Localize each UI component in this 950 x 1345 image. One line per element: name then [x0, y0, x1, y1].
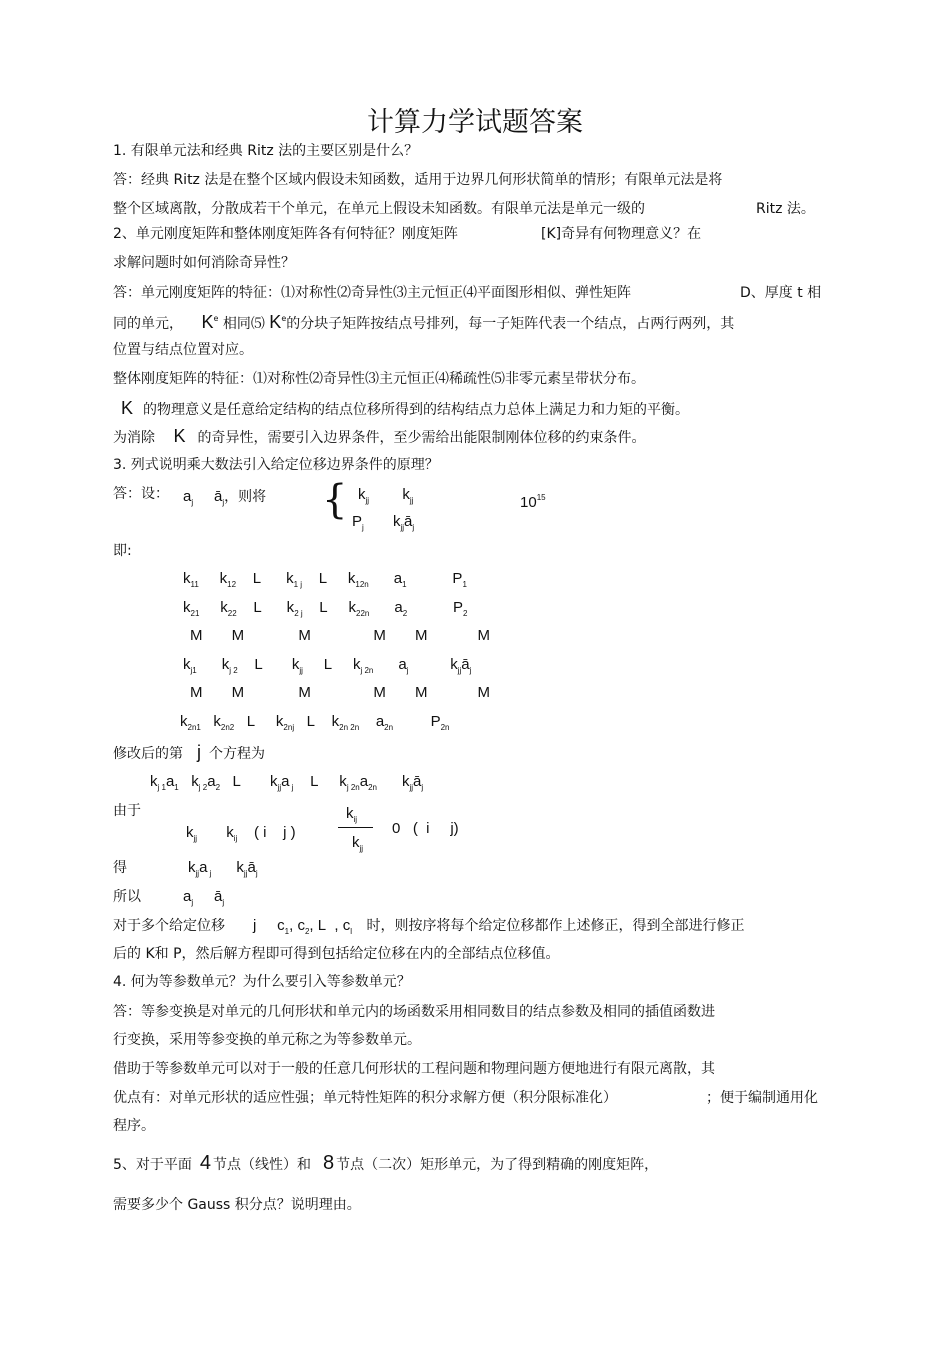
- question-3: 3. 列式说明乘大数法引入给定位移边界条件的原理？: [113, 457, 439, 473]
- answer-2-line-2: [113, 312, 734, 336]
- answer-2-text-6b: 的奇异性，需要引入边界条件，至少需给出能限制刚体位移的约束条件。: [197, 430, 646, 446]
- modified-equation: $k_{j 1}a_1$ $k_{j 2}a_2$ L $k_{jj}a$ $_j$ L $k_{j 2n}a_{2n}$ $k_{jj}ā_j$: [150, 773, 424, 792]
- answer-2-text-b: 相同⑸: [222, 316, 265, 332]
- therefore-equation: $a_j$ $ā_j$: [183, 888, 225, 907]
- ie-label: 即:: [113, 543, 132, 559]
- question-5-line-1: 5、对于平面 4 节点（线性）和 8 节点（二次）矩形单元，为了得到精确的刚度矩阵，: [113, 1152, 659, 1174]
- answer-2-line-1-tail: D、厚度 t 相: [740, 285, 822, 301]
- modified-label: 修改后的第 j 个方程为: [113, 742, 265, 762]
- get-label: 得: [113, 860, 127, 876]
- since-equation-left: $k_{jj}$ $k_{ij}$ ( i j ): [186, 824, 296, 843]
- answer-2-line-5: [113, 398, 689, 420]
- system-line-1: $k_{jj}$ $k_{jj}$: [358, 486, 414, 505]
- question-2-line-1-tail: [K]奇异有何物理意义？在: [541, 226, 702, 242]
- matrix-row-m2: M M M M M M: [190, 684, 491, 701]
- therefore-label: 所以: [113, 889, 141, 905]
- let-equation: $a_j$ $ā_j$，则将: [183, 488, 267, 507]
- question-2-line-1: 2、单元刚度矩阵和整体刚度矩阵各有何特征？刚度矩阵: [113, 226, 458, 242]
- big-number: $10^{15}$: [520, 493, 546, 511]
- multi-line: 对于多个给定位移 j $c_1$, $c_2$, L , $c_l$ 时，则按序将每个给定位移都作上述修正，得到全部进行修正: [113, 917, 745, 936]
- e-superscript: e: [213, 314, 219, 323]
- answer-4-line-4-tail: ；便于编制通用化: [706, 1090, 818, 1106]
- fraction-bar: [338, 827, 373, 828]
- answer-2-text-c: 的分块子矩阵按结点号排列，每一子矩阵代表一个结点，占两行两列，其: [286, 316, 735, 332]
- since-label: 由于: [113, 803, 141, 819]
- question-1: 1. 有限单元法和经典 Ritz 法的主要区别是什么？: [113, 143, 419, 159]
- e-superscript-2: e: [281, 314, 287, 323]
- answer-2-line-3: 位置与结点位置对应。: [113, 342, 253, 358]
- question-2-line-2: 求解问题时如何消除奇异性？: [113, 255, 295, 271]
- page-title: 计算力学试题答案: [367, 107, 583, 138]
- answer-4-line-4: 优点有：对单元形状的适应性强；单元特性矩阵的积分求解方便（积分限标准化）: [113, 1090, 617, 1106]
- answer-4-line-3: 借助于等参数单元可以对于一般的任意几何形状的工程问题和物理问题方便地进行有限元离散，其: [113, 1061, 715, 1077]
- k-symbol-4: K: [173, 426, 186, 446]
- k-symbol-3: K: [121, 398, 134, 418]
- fraction-numerator: $k_{ij}$: [346, 805, 358, 824]
- answer-4-line-5: 程序。: [113, 1118, 155, 1134]
- answer-2-text-6a: 为消除: [113, 430, 155, 446]
- answer-4-line-1: 答：等参变换是对单元的几何形状和单元内的场函数采用相同数目的结点参数及相同的插值函数进: [113, 1004, 715, 1020]
- question-4: 4. 何为等参数单元？为什么要引入等参数单元？: [113, 974, 411, 990]
- answer-1-line-2-tail: Ritz 法。: [756, 201, 815, 217]
- matrix-row-2: $k_{21}$ $k_{22}$ L $k_{2 j}$ L $k_{22n}$ $a_2$ $P_2$: [183, 599, 468, 618]
- matrix-row-j: $k_{j1}$ $k_{j 2}$ L $k_{jj}$ L $k_{j 2n}$ $a_j$ $k_{jj}ā_j$: [183, 656, 472, 675]
- answer-3-let: 答：设：: [113, 486, 169, 502]
- after-line: 后的 K和 P，然后解方程即可得到包括给定位移在内的全部结点位移值。: [113, 946, 560, 962]
- k-symbol-2: K: [269, 312, 282, 332]
- answer-2-text: 同的单元，: [113, 316, 183, 332]
- fraction-denominator: $k_{jj}$: [352, 834, 364, 853]
- answer-2-line-6: [113, 426, 645, 448]
- system-line-2: $P_j$ $k_{jj}ā_j$: [352, 513, 415, 532]
- answer-1-line-2: 整个区域离散，分散成若干个单元，在单元上假设未知函数。有限单元法是单元一级的: [113, 201, 645, 217]
- get-equation: $k_{jj}a$ $_j$ $k_{jj}ā_j$: [188, 859, 258, 878]
- answer-4-line-2: 行变换，采用等参变换的单元称之为等参数单元。: [113, 1032, 421, 1048]
- matrix-row-1: $k_{11}$ $k_{12}$ L $k_{1 j}$ L $k_{12n}$ $a_1$ $P_1$: [183, 570, 467, 589]
- matrix-row-2n: $k_{2n1}$ $k_{2n2}$ L $k_{2nj}$ L $k_{2n 2n}$ $a_{2n}$ $P_{2n}$: [180, 713, 450, 732]
- answer-1-line-1: 答：经典 Ritz 法是在整个区域内假设未知函数，适用于边界几何形状简单的情形；有限单元法是将: [113, 172, 723, 188]
- since-equation-right: 0 ( i j): [392, 820, 459, 837]
- matrix-row-m1: M M M M M M: [190, 627, 491, 644]
- answer-2-line-4: 整体刚度矩阵的特征：⑴对称性⑵奇异性⑶主元恒正⑷稀疏性⑸非零元素呈带状分布。: [113, 371, 645, 387]
- answer-2-text-5: 的物理意义是任意给定结构的结点位移所得到的结构结点力总体上满足力和力矩的平衡。: [143, 402, 690, 418]
- answer-2-line-1: 答：单元刚度矩阵的特征：⑴对称性⑵奇异性⑶主元恒正⑷平面图形相似、弹性矩阵: [113, 285, 631, 301]
- question-5-line-2: 需要多少个 Gauss 积分点？说明理由。: [113, 1197, 361, 1213]
- brace-icon: {: [322, 477, 348, 523]
- k-symbol: K: [201, 312, 214, 332]
